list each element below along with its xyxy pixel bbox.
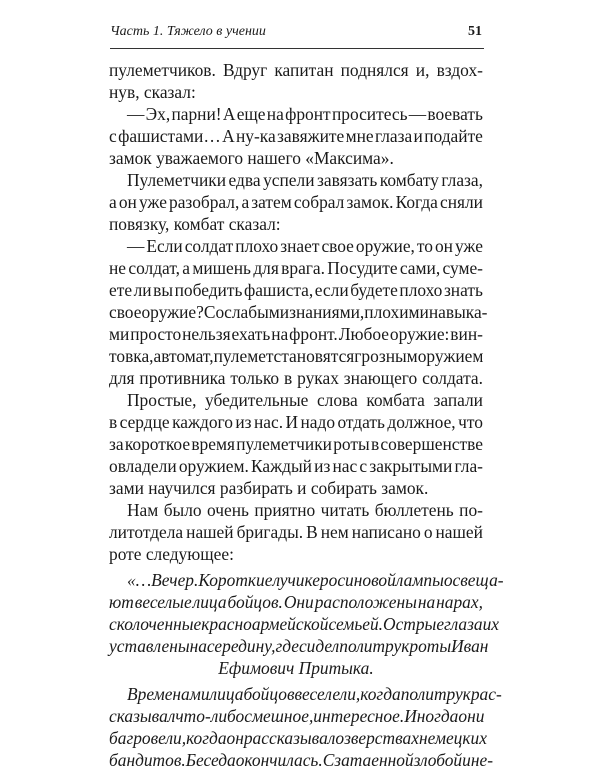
- paragraph: [109, 59, 483, 103]
- paragraph: [109, 565, 504, 679]
- text-line: роте следующее:: [109, 544, 234, 564]
- text-line: литотдела нашей бригады. В нем написано о нашей: [109, 522, 483, 542]
- text-line: товка, автомат, пулемет становятся грозным оружием: [109, 346, 484, 366]
- paragraph: [109, 103, 483, 169]
- text-line: замок уважаемого нашего «Максима».: [109, 148, 394, 168]
- paragraph: [109, 499, 483, 565]
- page-number: 51: [468, 24, 482, 39]
- section-title: Часть 1. Тяжело в учении: [110, 24, 266, 39]
- text-line: — Если солдат плохо знает свое оружие, то он уже: [127, 236, 483, 256]
- text-line: нув, сказал:: [109, 82, 196, 102]
- text-line: Простые, убедительные слова комбата запали: [127, 390, 483, 410]
- text-line: ют веселые лица бойцов. Они расположены на нарах,: [109, 592, 483, 612]
- text-line: ете ли вы победить фашиста, если будете плохо знать: [109, 280, 483, 300]
- text-line: овладели оружием. Каждый из нас с закрытыми гла-: [109, 456, 483, 476]
- text-line: за короткое время пулеметчики роты в совершенстве: [109, 434, 483, 454]
- text-line: пулеметчиков. Вдруг капитан поднялся и, вздох-: [109, 60, 483, 80]
- header-rule: [110, 48, 484, 49]
- text-line: с фашистами… А ну-ка завяжите мне глаза и подайте: [109, 126, 483, 146]
- body-text: [109, 59, 504, 771]
- text-line: бандитов. Беседа окончилась. С затаенной злобой и не-: [109, 750, 493, 770]
- text-line: «…Вечер. Короткие лучи керосиновой лампы освеща-: [127, 570, 504, 590]
- text-line: свое оружие? Со слабыми знаниями, плохими навыка-: [109, 302, 488, 322]
- text-line: сколоченные красноармейской семьей. Острые глаза их: [109, 614, 499, 634]
- text-line: сказывал что-либо смешное, интересное. Иногда они: [109, 706, 485, 726]
- paragraph: [109, 679, 502, 771]
- paragraph: [109, 389, 483, 499]
- text-line: Нам было очень приятно читать бюллетень по-: [127, 500, 483, 520]
- text-line: а он уже разобрал, а затем собрал замок. Когда сняли: [109, 192, 483, 212]
- text-line: Пулеметчики едва успели завязать комбату глаза,: [127, 170, 483, 190]
- text-line: багровели, когда он рассказывал о зверствах немецких: [109, 728, 487, 748]
- text-line: Временами лица бойцов веселели, когда политрук рас-: [127, 684, 502, 704]
- text-line: в сердце каждого из нас. И надо отдать должное, что: [109, 412, 483, 432]
- text-line: уставлены на середину, где сидел политрук роты Иван: [109, 636, 489, 656]
- text-line: ми просто нельзя ехать на фронт. Любое оружие: вин-: [109, 324, 483, 344]
- running-header: [110, 24, 482, 40]
- paragraph: [109, 235, 488, 389]
- text-line: зами научился разбирать и собирать замок.: [109, 478, 429, 498]
- text-line: не солдат, а мишень для врага. Посудите сами, суме-: [109, 258, 483, 278]
- text-line: повязку, комбат сказал:: [109, 214, 281, 234]
- text-line: Ефимович Притыка.: [218, 658, 374, 678]
- text-line: для противника только в руках знающего солдата.: [109, 368, 483, 388]
- paragraph: [109, 169, 483, 235]
- text-line: — Эх, парни! А еще на фронт проситесь — воевать: [127, 104, 483, 124]
